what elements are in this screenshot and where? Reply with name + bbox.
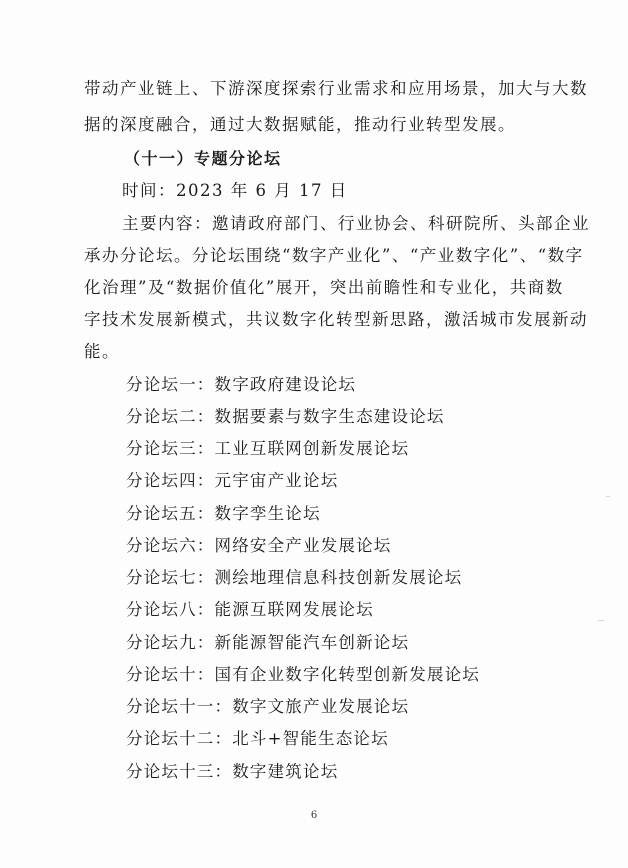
forum-item: 分论坛九：新能源智能汽车创新论坛 (126, 633, 410, 652)
forum-item: 分论坛十一：数字文旅产业发展论坛 (126, 697, 410, 716)
forum-item: 分论坛四：元宇宙产业论坛 (126, 471, 339, 490)
page-number: 6 (310, 810, 318, 821)
paragraph-line: 据的深度融合，通过大数据赋能，推动行业转型发展。 (84, 115, 516, 134)
content-line: 承办分论坛。分论坛围绕“数字产业化”、“产业数字化”、“数字 (84, 246, 584, 265)
paragraph-line: 带动产业链上、下游深度探索行业需求和应用场景，加大与大数 (84, 79, 588, 98)
content-line: 化治理”及“数据价值化”展开，突出前瞻性和专业化，共商数 (84, 278, 564, 297)
time-line: 时间：2023 年 6 月 17 日 (122, 181, 348, 200)
forum-item: 分论坛十二：北斗+智能生态论坛 (126, 729, 389, 748)
forum-item: 分论坛一：数字政府建设论坛 (126, 375, 357, 394)
forum-item: 分论坛十：国有企业数字化转型创新发展论坛 (126, 665, 480, 684)
forum-item: 分论坛十三：数字建筑论坛 (126, 762, 339, 781)
forum-item: 分论坛二：数据要素与数字生态建设论坛 (126, 407, 445, 426)
content-line: 能。 (84, 342, 120, 361)
section-heading: （十一）专题分论坛 (124, 149, 282, 168)
scan-speck (598, 620, 604, 621)
content-line: 字技术发展新模式，共议数字化转型新思路，激活城市发展新动 (84, 310, 588, 329)
forum-item: 分论坛五：数字孪生论坛 (126, 504, 321, 523)
forum-item: 分论坛八：能源互联网发展论坛 (126, 600, 374, 619)
forum-item: 分论坛六：网络安全产业发展论坛 (126, 536, 392, 555)
scan-speck (606, 496, 610, 497)
content-line: 主要内容：邀请政府部门、行业协会、科研院所、头部企业 (122, 214, 590, 233)
forum-item: 分论坛三：工业互联网创新发展论坛 (126, 439, 410, 458)
forum-item: 分论坛七：测绘地理信息科技创新发展论坛 (126, 568, 463, 587)
